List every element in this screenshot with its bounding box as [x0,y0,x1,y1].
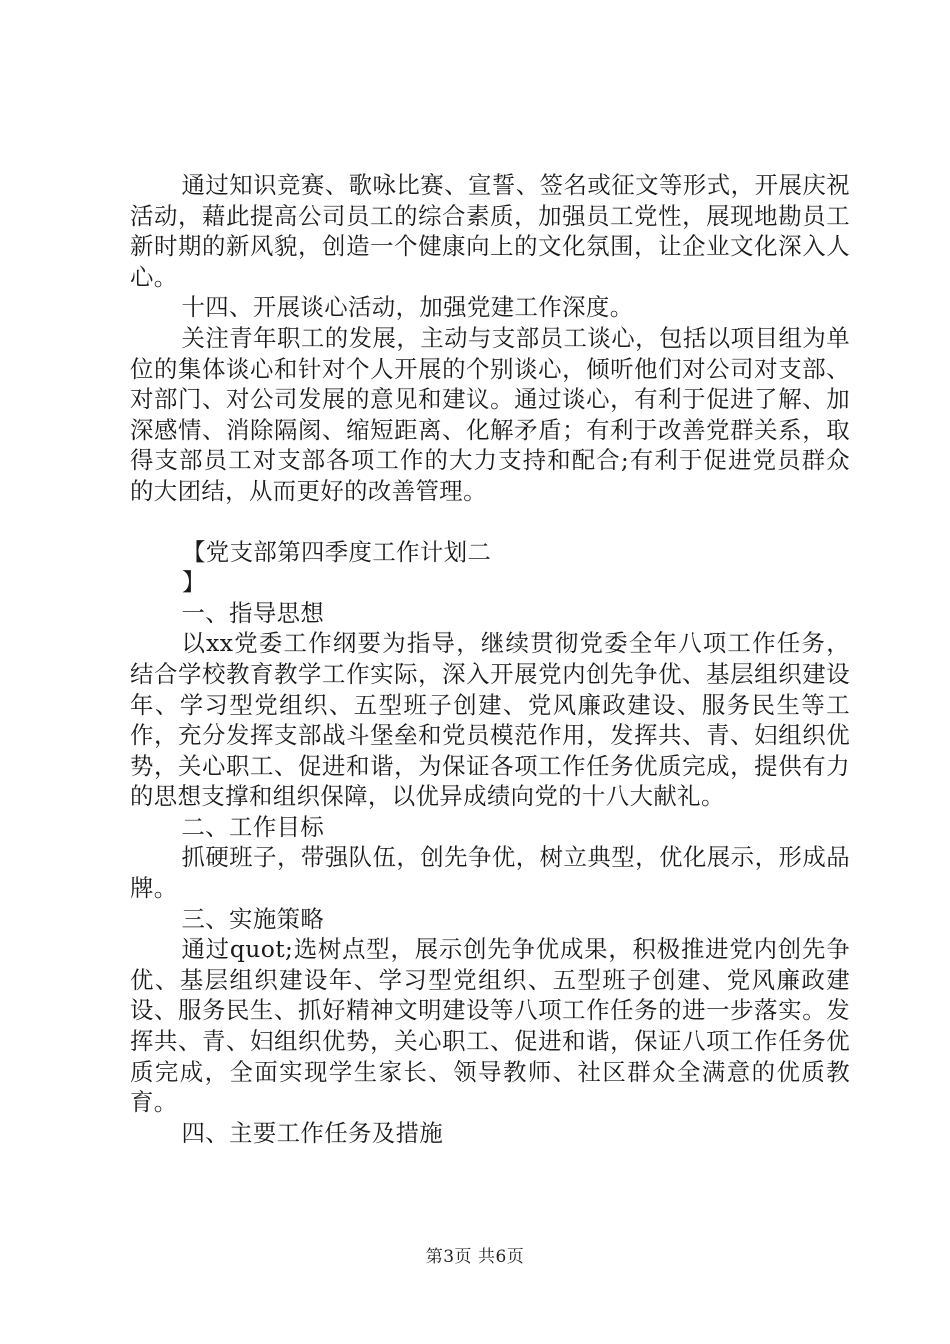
paragraph: 关注青年职工的发展，主动与支部员工谈心，包括以项目组为单位的集体谈心和针对个人开展的个别谈心，倾听他们对公司对支部、对部门、对公司发展的意见和建议。通过谈心，有利于促进了解、加深感情、消除隔阂、缩短距离、化解矛盾；有利于改善党群关系，取得支部员工对支部各项工作的大力支持和配合;有利于促进党员群众的大团结，从而更好的改善管理。 [130,323,850,505]
page-footer: 第3页 共6页 [425,1247,525,1267]
section-title-text: 【党支部第四季度工作计划二 [182,537,492,566]
section-title-close-bracket: 】 [182,568,206,597]
heading-work-goals: 二、工作目标 [181,812,325,841]
heading-fourteen: 十四、开展谈心活动，加强党建工作深度。 [181,293,634,322]
paragraph: 通过知识竞赛、歌咏比赛、宣誓、签名或征文等形式，开展庆祝活动，藉此提高公司员工的综合素质，加强员工党性，展现地勘员工新时期的新风貌，创造一个健康向上的文化氛围，让企业文化深入人心。 [130,171,850,291]
section-title [130,537,850,598]
paragraph: 抓硬班子，带强队伍，创先争优，树立典型，优化展示，形成品牌。 [130,843,850,903]
heading-strategy: 三、实施策略 [181,904,325,933]
spacer [130,507,850,537]
paragraph: 通过quot;选树点型，展示创先争优成果，积极推进党内创先争优、基层组织建设年、学习型党组织、五型班子创建、党风廉政建设、服务民生、抓好精神文明建设等八项工作任务的进一步落实。发挥共、青、妇组织优势，关心职工、促进和谐，保证八项工作任务优质完成，全面实现学生家长、领导教师、社区群众全满意的优质教育。 [130,935,850,1117]
document-body [130,170,850,1148]
paragraph: 以xx党委工作纲要为指导，继续贯彻党委全年八项工作任务，结合学校教育教学工作实际，深入开展党内创先争优、基层组织建设年、学习型党组织、五型班子创建、党风廉政建设、服务民生等工作，充分发挥支部战斗堡垒和党员模范作用，发挥共、青、妇组织优势，关心职工、促进和谐，为保证各项工作任务优质完成，提供有力的思想支撑和组织保障，以优异成绩向党的十八大献礼。 [130,629,850,811]
heading-main-tasks: 四、主要工作任务及措施 [181,1118,444,1147]
heading-guiding-thought: 一、指导思想 [181,598,325,627]
